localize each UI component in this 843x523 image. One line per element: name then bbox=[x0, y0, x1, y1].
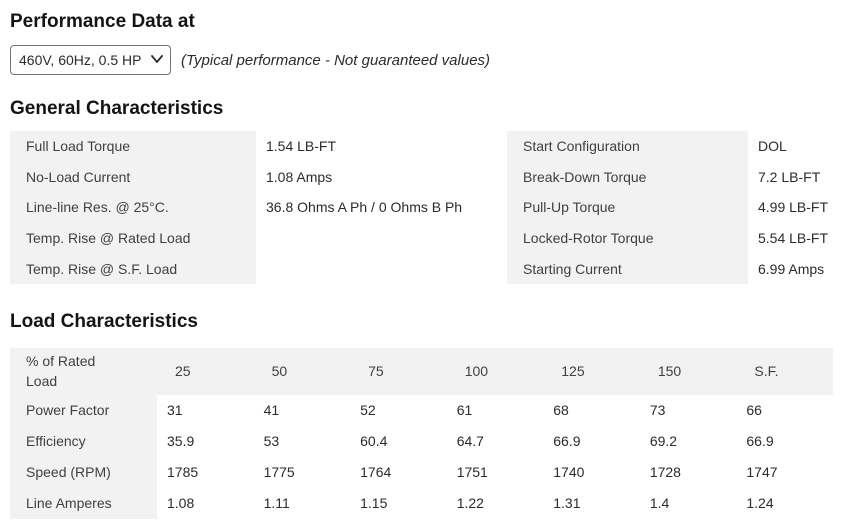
cell-value: 1.4 bbox=[649, 495, 670, 512]
column-header: 50 bbox=[254, 348, 351, 395]
general-characteristics-heading: General Characteristics bbox=[10, 98, 224, 119]
table-row bbox=[507, 192, 833, 223]
row-label: Line Amperes bbox=[10, 488, 157, 519]
row-value: 6.99 Amps bbox=[758, 260, 825, 277]
column-header: 150 bbox=[640, 348, 737, 395]
column-header: 125 bbox=[543, 348, 640, 395]
row-label: Power Factor bbox=[10, 395, 157, 426]
cell-value: 68 bbox=[553, 402, 569, 419]
cell-value: 73 bbox=[649, 402, 666, 419]
row-label: No-Load Current bbox=[10, 162, 256, 193]
cell-value: 66.9 bbox=[553, 433, 581, 450]
cell-value: 53 bbox=[263, 433, 280, 450]
cell-value: 1747 bbox=[746, 464, 778, 481]
row-label: Temp. Rise @ S.F. Load bbox=[10, 253, 256, 284]
table-row bbox=[10, 395, 833, 426]
cell-value: 64.7 bbox=[456, 433, 484, 450]
cell-value: 31 bbox=[167, 402, 183, 419]
row-value: 1.54 LB-FT bbox=[266, 138, 337, 155]
cell-value: 1728 bbox=[649, 464, 681, 481]
row-label: Start Configuration bbox=[507, 131, 748, 162]
table-row bbox=[507, 131, 833, 162]
column-header: 100 bbox=[447, 348, 544, 395]
cell-value: 1740 bbox=[553, 464, 585, 481]
table-header-row bbox=[10, 348, 833, 395]
row-label: Locked-Rotor Torque bbox=[507, 223, 748, 254]
row-label: Speed (RPM) bbox=[10, 457, 157, 488]
cell-value: 1751 bbox=[456, 464, 488, 481]
column-header: 25 bbox=[157, 348, 254, 395]
column-header: S.F. bbox=[736, 348, 833, 395]
load-characteristics-table bbox=[10, 348, 833, 519]
table-row bbox=[10, 426, 833, 457]
load-characteristics-heading: Load Characteristics bbox=[10, 310, 198, 332]
row-label: Starting Current bbox=[507, 253, 748, 284]
table-row bbox=[10, 223, 497, 254]
table-row bbox=[10, 253, 497, 284]
page-title: Performance Data at bbox=[10, 11, 195, 32]
cell-value: 52 bbox=[360, 402, 376, 419]
performance-selector-row bbox=[10, 45, 833, 75]
row-label: Temp. Rise @ Rated Load bbox=[10, 223, 256, 254]
cell-value: 1.31 bbox=[553, 495, 581, 512]
cell-value: 66 bbox=[746, 402, 762, 419]
table-row bbox=[10, 488, 833, 519]
table-row bbox=[507, 162, 833, 193]
cell-value: 1.15 bbox=[360, 495, 388, 512]
cell-value: 35.9 bbox=[167, 433, 195, 450]
row-label: Line-line Res. @ 25°C. bbox=[10, 192, 256, 223]
row-label: Full Load Torque bbox=[10, 131, 256, 162]
table-row bbox=[507, 223, 833, 254]
row-label: Break-Down Torque bbox=[507, 162, 748, 193]
cell-value: 1764 bbox=[360, 464, 392, 481]
column-header-percent-of-rated-load: % of Rated Load bbox=[10, 348, 157, 395]
general-characteristics-right-table bbox=[507, 131, 833, 284]
row-value: DOL bbox=[758, 138, 787, 155]
table-row bbox=[10, 162, 497, 193]
table-row bbox=[10, 192, 497, 223]
cell-value: 1.24 bbox=[746, 495, 774, 512]
cell-value: 66.9 bbox=[746, 433, 774, 450]
cell-value: 1.22 bbox=[456, 495, 484, 512]
cell-value: 41 bbox=[263, 402, 280, 419]
row-value: 1.08 Amps bbox=[266, 168, 333, 185]
cell-value: 1.08 bbox=[167, 495, 195, 512]
row-label: Pull-Up Torque bbox=[507, 192, 748, 223]
table-row bbox=[10, 457, 833, 488]
table-row bbox=[507, 253, 833, 284]
general-characteristics-left-table bbox=[10, 131, 497, 284]
cell-value: 1775 bbox=[263, 464, 295, 481]
cell-value: 61 bbox=[456, 402, 473, 419]
column-header: 75 bbox=[350, 348, 447, 395]
row-value: 7.2 LB-FT bbox=[758, 168, 821, 185]
row-value: 4.99 LB-FT bbox=[758, 199, 829, 216]
table-row bbox=[10, 131, 497, 162]
cell-value: 60.4 bbox=[360, 433, 388, 450]
row-value: 5.54 LB-FT bbox=[758, 230, 829, 247]
performance-config-select[interactable] bbox=[10, 45, 171, 75]
select-wrapper bbox=[10, 45, 171, 75]
row-value: 36.8 Ohms A Ph / 0 Ohms B Ph bbox=[266, 199, 463, 216]
general-characteristics-tables bbox=[10, 131, 833, 284]
cell-value: 1.11 bbox=[263, 495, 290, 512]
row-label: Efficiency bbox=[10, 426, 157, 457]
cell-value: 1785 bbox=[167, 464, 199, 481]
performance-note: (Typical performance - Not guaranteed values) bbox=[181, 51, 491, 69]
cell-value: 69.2 bbox=[649, 433, 678, 450]
